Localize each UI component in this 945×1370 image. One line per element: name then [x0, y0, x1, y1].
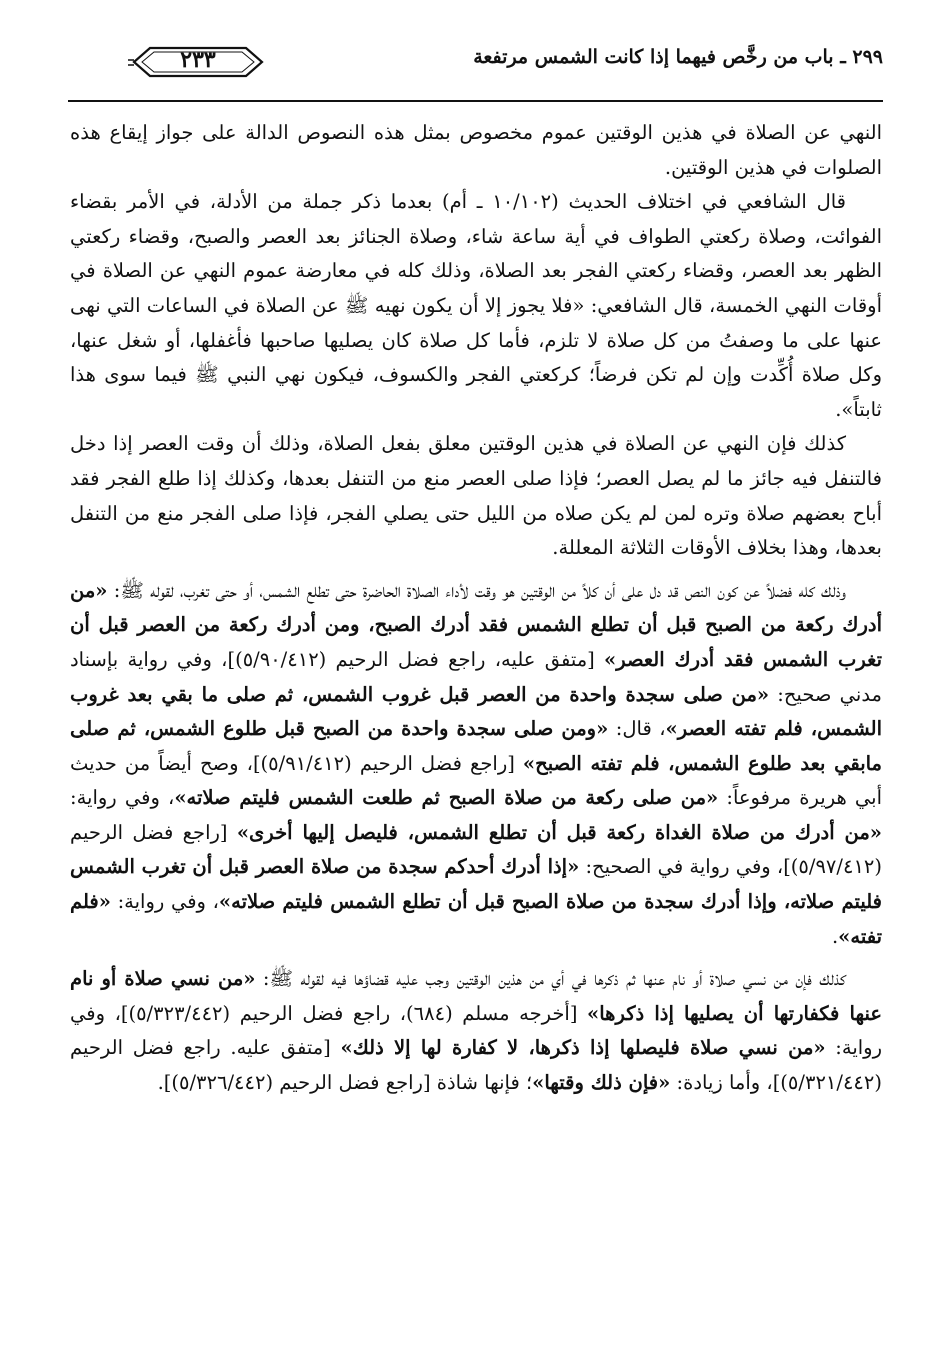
text-segment: [متفق عليه، راجع فضل الرحيم (٥/٩٠/٤١٢)]، وفي رواية بإسناد مدني صحيح:: [70, 647, 882, 706]
text-segment: كذلك فإن من نسي صلاة أو نام عنها ثم ذكرها في أي من هذين الوقتين وجب عليه قضاؤها فيه لقوله ﷺ:: [255, 967, 846, 991]
paragraph: [70, 185, 882, 427]
hadith-quote: «فإن ذلك وقتها»: [532, 1071, 671, 1095]
text-segment: ، قال:: [608, 717, 666, 741]
text-segment: ، وفي رواية:: [110, 890, 219, 914]
hadith-quote: «ومن صلى سجدة واحدة من الصبح قبل طلوع الشمس، ثم صلى مابقي بعد طلوع الشمس، فلم تفته الصبح»: [70, 717, 883, 775]
paragraph: [70, 574, 882, 955]
text-segment: ، وفي رواية:: [70, 786, 175, 810]
text-segment: [راجع فضل الرحيم (٥/٩١/٤١٢)]، وصح أيضاً من حديث أبي هريرة مرفوعاً:: [70, 751, 882, 810]
page-number: ٢٣٣: [180, 47, 216, 73]
main-text: [70, 116, 882, 1101]
hadith-quote: «من أدرك ركعة من الصبح قبل أن تطلع الشمس فقد أدرك الصبح، ومن أدرك ركعة من العصر قبل أن تغرب الشمس فقد أدرك العصر»: [70, 578, 882, 671]
text-segment: النهي عن الصلاة في هذين الوقتين عموم مخصوص بمثل هذه النصوص الدالة على جواز إيقاع هذه الصلوات في هذين الوقتين.: [70, 121, 882, 179]
chapter-title: ٢٩٩ ـ باب من رخَّص فيهما إذا كانت الشمس مرتفعة: [473, 46, 883, 68]
text-segment: كذلك فإن النهي عن الصلاة في هذين الوقتين معلق بفعل الصلاة، وذلك أن وقت العصر إذا دخل فالتنفل فيه جائز ما لم يصل العصر؛ فإذا صلى العصر منع من التنفل بعدها، وكذلك إذا طلع الفجر فقد أباح بعضهم صلاة وتره لمن لم يكن صلاه من الليل حتى يصلي الفجر، فإذا صلى الفجر منع من التنفل بعدها، وهذا بخلاف الأوقات الثلاثة المعللة.: [70, 432, 882, 560]
text-segment: [راجع فضل الرحيم (٥/٩٧/٤١٢)]، وفي رواية في الصحيح:: [70, 820, 882, 879]
paragraph: [70, 116, 882, 185]
paragraph: [70, 962, 882, 1100]
text-segment: .: [831, 924, 839, 948]
text-segment: وذلك كله فضلاً عن كون النص قد دل على أن كلاً من الوقتين هو وقت لأداء الصلاة الحاضرة حتى تطلع الشمس، أو حتى تغرب، لقوله ﷺ:: [107, 578, 846, 602]
hadith-quote: «من نسي صلاة أو نام عنها فكفارتها أن يصليها إذا ذكرها»: [70, 967, 882, 1025]
page-header: [68, 36, 883, 110]
header-rule: [68, 100, 883, 102]
hadith-quote: «إذا أدرك أحدكم سجدة من صلاة العصر قبل أن تغرب الشمس فليتم صلاته، وإذا أدرك سجدة من صلاة الصبح قبل أن تطلع الشمس فليتم صلاته»: [70, 855, 882, 914]
text-segment: [أخرجه مسلم (٦٨٤)، راجع فضل الرحيم (٥/٣٢٣/٤٤٢)]، وفي رواية:: [70, 1001, 882, 1060]
hadith-quote: «فلم تفته»: [70, 890, 882, 948]
paragraph: [70, 427, 882, 565]
text-segment: ؛ فإنها شاذة [راجع فضل الرحيم (٥/٣٢٦/٤٤٢)].: [157, 1071, 533, 1095]
text-segment: [متفق عليه. راجع فضل الرحيم (٥/٣٢١/٤٤٢)]، وأما زيادة:: [70, 1036, 882, 1095]
hadith-quote: «من صلى سجدة واحدة من العصر قبل غروب الشمس، ثم صلى ما بقي بعد غروب الشمس، فلم تفته العصر»: [70, 682, 882, 741]
hadith-quote: «من نسي صلاة فليصلها إذا ذكرها، لا كفارة لها إلا ذلك»: [340, 1036, 826, 1060]
hadith-quote: «من صلى ركعة من صلاة الصبح ثم طلعت الشمس فليتم صلاته»: [174, 786, 719, 810]
hadith-quote: «من أدرك من صلاة الغداة ركعة قبل أن تطلع الشمس، فليصل إليها أخرى»: [236, 820, 882, 844]
text-segment: قال الشافعي في اختلاف الحديث (١٠/١٠٢ ـ أم) بعدما ذكر جملة من الأدلة، في الأمر بقضاء الفوائت، وصلاة ركعتي الطواف في أية ساعة شاء، وصلاة الجنائز بعد العصر والصبح، وقضاء ركعتي الظهر بعد العصر، وقضاء ركعتي الفجر بعد الصلاة، وذلك كله في معارضة عموم النهي عن الصلاة في أوقات النهي الخمسة، قال الشافعي: «فلا يجوز إلا أن يكون نهيه ﷺ عن الصلاة في الساعات التي نهى عنها على ما وصفتُ من كل صلاة لا تلزم، فأما كل صلاة كان يصليها صاحبها فأغفلها، أو شغل عنها، وكل صلاة أُكِّدت وإن لم تكن فرضاً؛ كركعتي الفجر والكسوف، فيكون نهي النبي ﷺ فيما سوى هذا ثابتاً».: [70, 190, 882, 421]
